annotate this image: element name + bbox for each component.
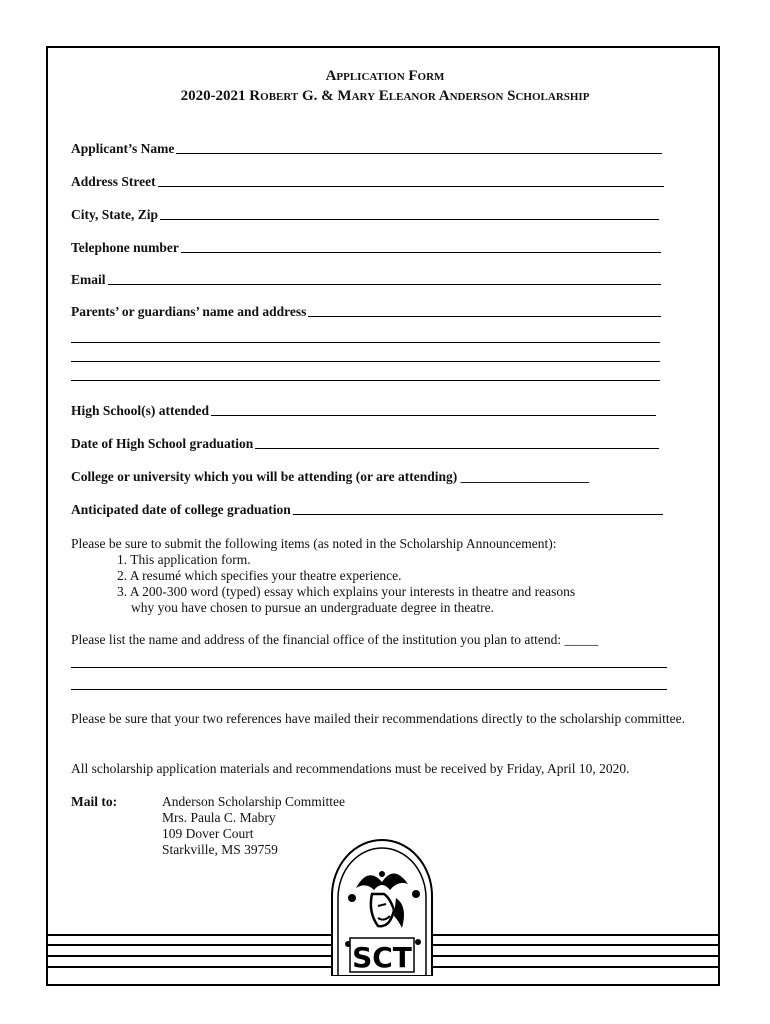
applicant-name-field[interactable] bbox=[71, 141, 662, 157]
form-title: Application Form bbox=[325, 68, 445, 84]
address-street-label: Address Street bbox=[71, 174, 156, 189]
telephone-field[interactable] bbox=[71, 240, 661, 256]
parents-line-4[interactable] bbox=[71, 380, 660, 381]
financial-office-label: Please list the name and address of the financial office of the institution you plan to attend: _____ bbox=[71, 632, 599, 647]
hs-graduation-label: Date of High School graduation bbox=[71, 436, 254, 451]
list-item: why you have chosen to pursue an undergraduate degree in theatre. bbox=[131, 600, 494, 615]
deadline-note: All scholarship application materials and recommendations must be received by Friday, April 10, 2020. bbox=[71, 761, 630, 776]
telephone-label: Telephone number bbox=[71, 240, 179, 255]
parents-label: Parents’ or guardians’ name and address bbox=[71, 304, 307, 319]
city-state-zip-label: City, State, Zip bbox=[71, 207, 159, 222]
mail-line: Anderson Scholarship Committee bbox=[162, 794, 345, 809]
references-note: Please be sure that your two references have mailed their recommendations directly to the scholarship committee. bbox=[71, 711, 686, 726]
jester-logo-icon bbox=[328, 836, 436, 976]
list-item: 1. This application form. bbox=[117, 552, 251, 567]
college-graduation-field[interactable] bbox=[71, 502, 663, 518]
list-item: 2. A resumé which specifies your theatre experience. bbox=[117, 568, 402, 583]
mail-address bbox=[162, 794, 345, 858]
list-item: 3. A 200-300 word (typed) essay which explains your interests in theatre and reasons bbox=[117, 584, 576, 599]
high-school-label: High School(s) attended bbox=[71, 403, 210, 418]
college-field[interactable] bbox=[71, 469, 671, 485]
parents-line-2[interactable] bbox=[71, 342, 660, 343]
mail-line: Starkville, MS 39759 bbox=[162, 842, 278, 857]
email-field[interactable] bbox=[71, 272, 661, 288]
financial-line-2[interactable] bbox=[71, 689, 667, 690]
financial-line-1[interactable] bbox=[71, 667, 667, 668]
city-state-zip-field[interactable] bbox=[71, 207, 659, 223]
college-label: College or university which you will be attending (or are attending) ___________________ bbox=[71, 469, 589, 484]
submit-intro: Please be sure to submit the following items (as noted in the Scholarship Announcement): bbox=[71, 536, 557, 551]
applicant-name-label: Applicant’s Name bbox=[71, 141, 175, 156]
email-label: Email bbox=[71, 272, 106, 287]
form-subtitle: 2020-2021 Robert G. & Mary Eleanor Anderson Scholarship bbox=[180, 88, 590, 104]
hs-graduation-field[interactable] bbox=[71, 436, 659, 452]
high-school-field[interactable] bbox=[71, 403, 656, 419]
parents-field[interactable] bbox=[71, 304, 661, 320]
mail-to-label: Mail to: bbox=[71, 794, 118, 809]
parents-line-3[interactable] bbox=[71, 361, 660, 362]
logo-text: SCT bbox=[352, 941, 412, 974]
mail-line: Mrs. Paula C. Mabry bbox=[162, 810, 276, 825]
submit-list bbox=[117, 552, 575, 616]
college-graduation-label: Anticipated date of college graduation bbox=[71, 502, 291, 517]
mail-line: 109 Dover Court bbox=[162, 826, 254, 841]
address-street-field[interactable] bbox=[71, 174, 664, 190]
